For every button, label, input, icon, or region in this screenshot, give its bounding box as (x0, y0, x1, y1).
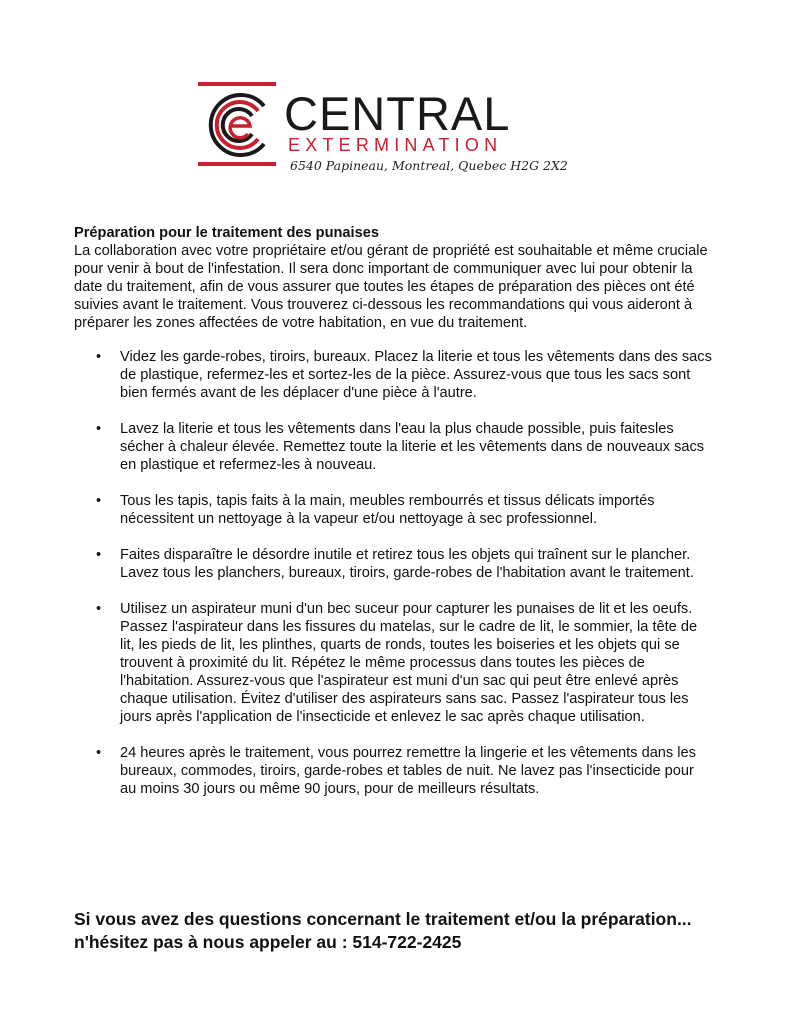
bullet-icon: • (96, 601, 102, 617)
logo-subtitle-text: EXTERMINATION (288, 135, 503, 155)
bullet-icon: • (96, 421, 102, 437)
list-item-text: Lavez la literie et tous les vêtements dans l'eau la plus chaude possible, puis faitesles sécher à chaleur élevée. Remettez toute la literie et les vêtements dans de nouveaux sacs en plastique et refermez-les à nouveau. (120, 421, 705, 473)
list-item-text: Faites disparaître le désordre inutile et retirez tous les objets qui traînent sur le plancher. Lavez tous les planchers, bureaux, tiroirs, garde-robes de l'habitation avant le traitement. (120, 547, 694, 581)
document-title: Préparation pour le traitement des punaises (74, 225, 379, 241)
intro-paragraph: La collaboration avec votre propriétaire et/ou gérant de propriété est souhaitable et même cruciale pour venir à bout de l'infestation. Il sera donc important de communiquer avec lui pour obtenir la date du traitement, afin de vous assurer que toutes les étapes de préparation des pièces ont été suivies avant le traitement. Vous trouverez ci-dessous les recommandations qui vous aideront à préparer les zones affectées de votre habitation, en vue du traitement. (74, 243, 708, 331)
list-item-text: Videz les garde-robes, tiroirs, bureaux. Placez la literie et tous les vêtements dans des sacs de plastique, refermez-les et sortez-les de la pièce. Assurez-vous que tous les sacs sont bien fermés avant de les déplacer d'une pièce à l'autre. (120, 349, 712, 401)
list-item-text: Tous les tapis, tapis faits à la main, meubles rembourrés et tissus délicats importés nécessitent un nettoyage à la vapeur et/ou nettoyage à sec professionnel. (120, 493, 655, 527)
list-item (74, 600, 714, 726)
list-item (74, 744, 714, 798)
logo-address-text: 6540 Papineau, Montreal, Quebec H2G 2X2 (290, 158, 568, 173)
document-body (74, 224, 724, 816)
logo-bar-bottom (198, 162, 276, 166)
list-item-text: 24 heures après le traitement, vous pourrez remettre la lingerie et les vêtements dans les bureaux, commodes, tiroirs, garde-robes et tables de nuit. Ne lavez pas l'insecticide pour au moins 30 jours ou même 90 jours, pour de meilleurs résultats. (120, 745, 696, 797)
list-item (74, 492, 714, 528)
bullet-icon: • (96, 493, 102, 509)
list-item (74, 546, 714, 582)
logo-emblem-icon (204, 90, 274, 160)
logo-bar-top (198, 82, 276, 86)
list-item (74, 420, 714, 474)
logo-brand-text: CENTRAL (284, 87, 511, 140)
footer-phone-line: n'hésitez pas à nous appeler au : 514-722-2425 (74, 932, 462, 952)
list-item-text: Utilisez un aspirateur muni d'un bec suceur pour capturer les punaises de lit et les oeufs. Passez l'aspirateur dans les fissures du matelas, sur le cadre de lit, le sommier, la tête de lit, les pieds de lit, les plinthes, quarts de ronds, toutes les boiseries et les objets qui se trouvent à proximité du lit. Répétez le même processus dans toutes les pièces de l'habitation. Assurez-vous que l'aspirateur est muni d'un sac qui peut être enlevé après chaque utilisation. Évitez d'utiliser des aspirateurs sans sac. Passez l'aspirateur tous les jours après l'application de l'insecticide et enlevez le sac après chaque utilisation. (120, 601, 698, 725)
bullet-icon: • (96, 547, 102, 563)
footer-question-line: Si vous avez des questions concernant le traitement et/ou la préparation... (74, 909, 692, 929)
list-item (74, 348, 714, 402)
contact-footer (74, 908, 754, 954)
bullet-icon: • (96, 745, 102, 761)
company-logo (198, 82, 578, 178)
recommendation-list (74, 348, 724, 798)
bullet-icon: • (96, 349, 102, 365)
